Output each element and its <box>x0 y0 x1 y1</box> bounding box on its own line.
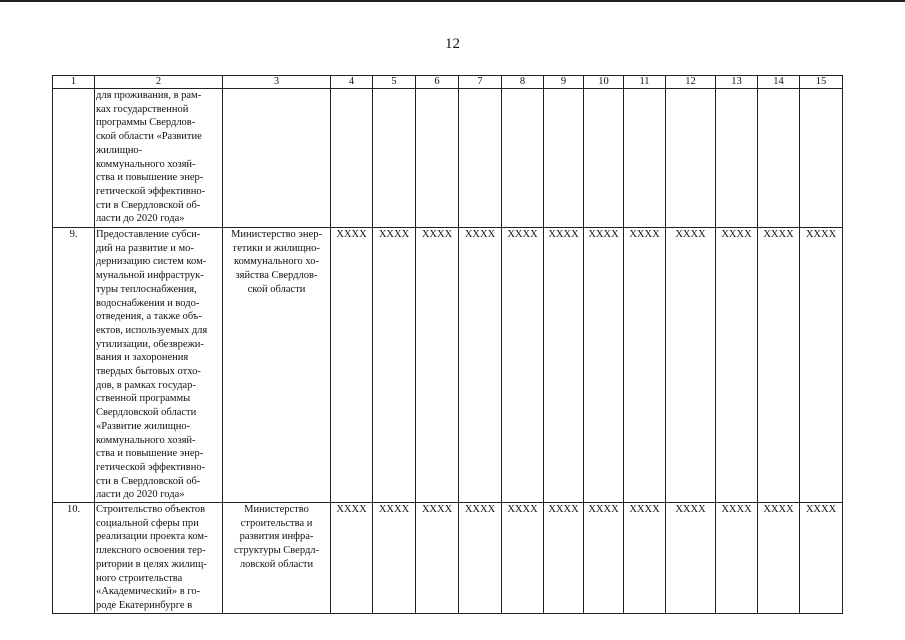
value-cell: ХХХХ <box>416 503 459 614</box>
header-cell: 2 <box>95 76 223 89</box>
value-cell: ХХХХ <box>624 503 666 614</box>
page-number: 12 <box>445 36 460 52</box>
value-cell: ХХХХ <box>544 228 584 503</box>
value-cell: ХХХХ <box>666 503 716 614</box>
value-cell <box>544 89 584 228</box>
header-cell: 8 <box>502 76 544 89</box>
value-cell: ХХХХ <box>666 228 716 503</box>
value-cell <box>459 89 502 228</box>
value-cell: ХХХХ <box>716 503 758 614</box>
value-cell <box>416 89 459 228</box>
top-border-line <box>0 0 905 2</box>
header-cell: 6 <box>416 76 459 89</box>
value-cell <box>666 89 716 228</box>
value-cell <box>624 89 666 228</box>
value-cell: ХХХХ <box>584 228 624 503</box>
value-cell <box>331 89 373 228</box>
activity-name-cell: для проживания, в рам- ках государственной программы Свердлов- ской области «Развитие жилищно- коммунального хозяй- ства и повышение энер- гетической эффективно- сти в Свердловской об- ласти до 2020 года» <box>95 89 223 228</box>
value-cell: ХХХХ <box>544 503 584 614</box>
header-cell: 12 <box>666 76 716 89</box>
value-cell: ХХХХ <box>502 228 544 503</box>
value-cell: ХХХХ <box>416 228 459 503</box>
header-cell: 15 <box>800 76 843 89</box>
responsible-cell: Министерство строительства и развития инфра- структуры Свердл- ловской области <box>223 503 331 614</box>
table-row <box>53 503 843 614</box>
header-cell: 10 <box>584 76 624 89</box>
table-row <box>53 228 843 503</box>
header-cell: 14 <box>758 76 800 89</box>
row-number-cell: 10. <box>53 503 95 614</box>
header-cell: 5 <box>373 76 416 89</box>
value-cell: ХХХХ <box>800 503 843 614</box>
responsible-cell: Министерство энер- гетики и жилищно- коммунального хо- зяйства Свердлов- ской области <box>223 228 331 503</box>
value-cell: ХХХХ <box>373 503 416 614</box>
value-cell: ХХХХ <box>716 228 758 503</box>
activity-name-cell: Строительство объектов социальной сферы при реализации проекта ком- плексного освоения тер- ритории в целях жилищ- ного строительства «Академический» в го- роде Екатеринбурге в <box>95 503 223 614</box>
header-cell: 1 <box>53 76 95 89</box>
responsible-cell <box>223 89 331 228</box>
value-cell <box>758 89 800 228</box>
value-cell <box>800 89 843 228</box>
value-cell: ХХХХ <box>459 503 502 614</box>
value-cell: ХХХХ <box>624 228 666 503</box>
program-table <box>52 75 843 614</box>
value-cell <box>716 89 758 228</box>
value-cell: ХХХХ <box>800 228 843 503</box>
value-cell <box>373 89 416 228</box>
value-cell: ХХХХ <box>758 503 800 614</box>
value-cell: ХХХХ <box>502 503 544 614</box>
row-number-cell <box>53 89 95 228</box>
value-cell: ХХХХ <box>373 228 416 503</box>
header-cell: 13 <box>716 76 758 89</box>
table-header-row <box>53 76 843 89</box>
value-cell: ХХХХ <box>331 503 373 614</box>
table-row <box>53 89 843 228</box>
value-cell: ХХХХ <box>459 228 502 503</box>
value-cell <box>502 89 544 228</box>
header-cell: 3 <box>223 76 331 89</box>
activity-name-cell: Предоставление субси- дий на развитие и мо- дернизацию систем ком- мунальной инфраструк- туры теплоснабжения, водоснабжения и водо- отведения, а также объ- ектов, используемых для утилизации, обезврежи- вания и захоронения твердых бытовых отхо- дов, в рамках государ- ственной программы Свердловской области «Развитие жилищно- коммунального хозяй- ства и повышение энер- гетической эффективно- сти в Свердловской об- ласти до 2020 года» <box>95 228 223 503</box>
value-cell: ХХХХ <box>758 228 800 503</box>
value-cell <box>584 89 624 228</box>
header-cell: 11 <box>624 76 666 89</box>
header-cell: 4 <box>331 76 373 89</box>
row-number-cell: 9. <box>53 228 95 503</box>
value-cell: ХХХХ <box>584 503 624 614</box>
header-cell: 9 <box>544 76 584 89</box>
header-cell: 7 <box>459 76 502 89</box>
value-cell: ХХХХ <box>331 228 373 503</box>
